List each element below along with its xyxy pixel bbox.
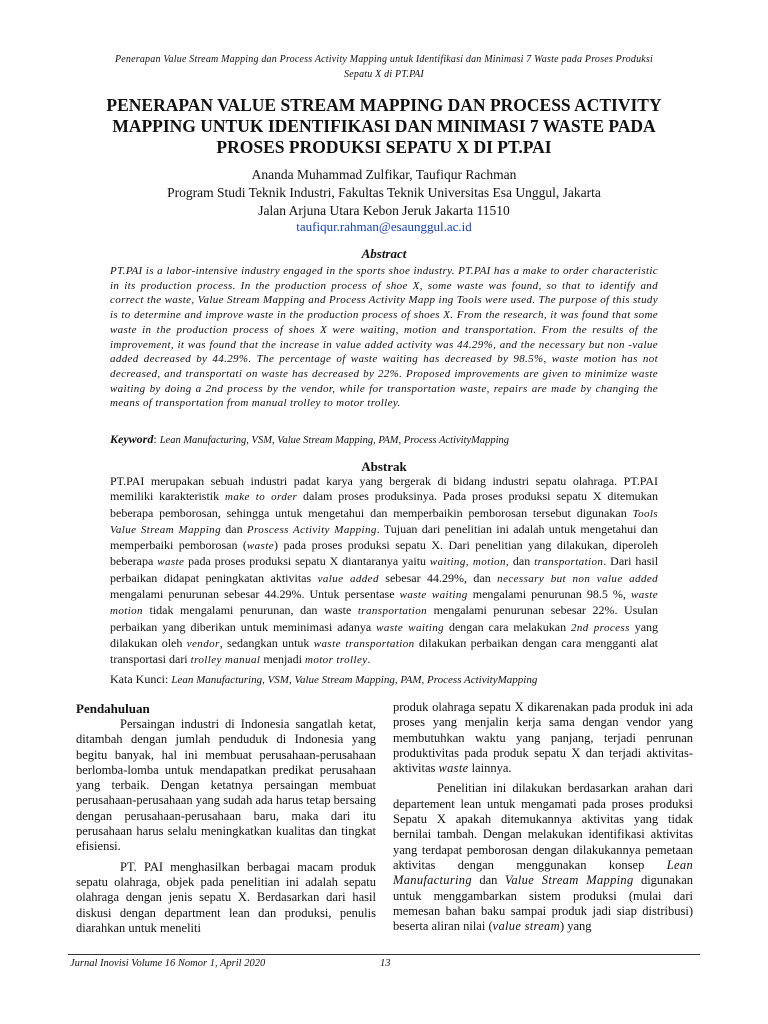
body-paragraph-4: Penelitian ini dilakukan berdasarkan arahan dari departement lean untuk mengamati pada proses produksi Sepatu X apakah ditemukannya aktivitas yang tidak bernilai tambah. Dengan melakukan identifikasi aktivitas yang terdapat pemborosan dengan dilakukannya pemetaan aktivitas dengan menggunakan konsep Lean Manufacturing dan Value Stream Mapping digunakan untuk menggambarkan sistem produksi (mulai dari memesan bahan baku sampai produk jadi siap distribusi) beserta aliran nilai (value stream) yang <box>393 781 694 934</box>
body-column-right <box>393 700 693 934</box>
authors: Ananda Muhammad Zulfikar, Taufiqur Rachman <box>251 167 517 182</box>
kata-kunci-label: Kata Kunci <box>110 672 165 686</box>
running-head <box>70 52 698 82</box>
abstrak-heading: Abstrak <box>361 459 407 474</box>
footer-divider <box>68 954 700 955</box>
abstract-heading: Abstract <box>361 246 407 261</box>
abstract-english: PT.PAI is a labor-intensive industry engaged in the sports shoe industry. PT.PAI has a make to order characteristic in its production process. In the production process of shoe X, some waste was found, so that to identify and correct the waste, Value Stream Mapping and Process Activity Mapp ing Tools were used. The purpose of this study is to determine and improve waste in the production process of shoes X. From the research, it was found that some waste in the production process of shoes X were waiting, motion and transportation. From the results of the improvement, it was found that the increase in value added activity was 44.29%, and the necessary but non -value added decreased by 44.29%. The percentage of waste waiting has decreased by 98.5%, waste motion has not decreased, and transportati on waste has decreased by 22%. Proposed improvements are given to minimize waste waiting by doing a 2nd process by the vendor, while for transportation waste, repairs are made by changing the means of transportation from manual trolley to motor trolley. <box>110 265 658 410</box>
address: Jalan Arjuna Utara Kebon Jeruk Jakarta 11510 <box>258 203 510 218</box>
keywords-value: Lean Manufacturing, VSM, Value Stream Mapping, PAM, Process ActivityMapping <box>159 435 510 446</box>
page-number: 13 <box>380 958 391 969</box>
affiliation: Program Studi Teknik Industri, Fakultas Teknik Universitas Esa Unggul, Jakarta <box>167 185 601 200</box>
section-heading-pendahuluan: Pendahuluan <box>76 701 150 716</box>
email-link[interactable]: taufiqur.rahman@esaunggul.ac.id <box>296 219 472 234</box>
abstrak-indonesian: PT.PAI merupakan sebuah industri padat karya yang bergerak di bidang industri sepatu olahraga. PT.PAI memiliki karakteristik make to order dalam proses produksinya. Pada proses produksi sepatu X ditemukan beberapa pemborosan, sehingga untuk mengetahui dan memperbaikin pemborosan tersebut digunakan Tools Value Stream Mapping dan Proscess Activity Mapping. Tujuan dari penelitian ini adalah untuk mengetahui dan memperbaiki pemborosan (waste) pada proses produksi sepatu X. Dari penelitian yang dilakukan, diperoleh beberapa waste pada proses produksi sepatu X diantaranya yaitu waiting, motion, dan transportation. Dari hasil perbaikan didapat peningkatan aktivitas value added sebesar 44.29%, dan necessary but non value added mengalami penurunan sebesar 44.29%. Untuk persentase waste waiting mengalami penurunan 98.5 %, waste motion tidak mengalami penurunan, dan waste transportation mengalami penurunan sebesar 22%. Usulan perbaikan yang diberikan untuk meminimasi adanya waste waiting dengan cara melakukan 2nd process yang dilakukan oleh vendor, sedangkan untuk waste transportation dilakukan perbaikan dengan cara mengganti alat transportasi dari trolley manual menjadi motor trolley. <box>110 474 659 667</box>
keywords-indonesian: Kata Kunci: Lean Manufacturing, VSM, Value Stream Mapping, PAM, Process ActivityMapping <box>110 672 538 686</box>
keywords-english: Keyword: Lean Manufacturing, VSM, Value Stream Mapping, PAM, Process ActivityMapping <box>110 432 510 446</box>
body-paragraph-1: Persaingan industri di Indonesia sangatlah ketat, ditambah dengan jumlah penduduk di Indonesia yang begitu banyak, hal ini membuat perusahaan-perusahaan berlomba-lomba untuk mendapatkan predikat perusahaan yang terbaik. Dengan ketatnya persaingan membuat perusahaan-perusahaan yang sudah ada harus tetap bersaing dengan perusahaan-perusahaan baru, maka dari itu perusahaan harus selalu meningkatkan kualitas dan tingkat efisiensi. <box>76 717 376 854</box>
keywords-label: Keyword <box>110 432 154 446</box>
body-paragraph-3: produk olahraga sepatu X dikarenakan pada produk ini ada proses yang menjalin kerja sama dengan vendor yang membutuhkan waktu yang panjang, terjadi penrunan produktivitas pada produk sepatu X dan terjadi aktivitas-aktivitas waste lainnya. <box>393 700 693 776</box>
footer-journal: Jurnal Inovisi Volume 16 Nomor 1, April 2020 <box>70 958 266 969</box>
kata-kunci-value: Lean Manufacturing, VSM, Value Stream Mapping, PAM, Process ActivityMapping <box>171 674 538 686</box>
paper-title <box>60 95 708 158</box>
running-head-line-1: Penerapan Value Stream Mapping dan Process Activity Mapping untuk Identifikasi dan Minimasi 7 Waste pada Proses Produksi <box>114 54 653 65</box>
title-line-1: PENERAPAN VALUE STREAM MAPPING DAN PROCESS ACTIVITY <box>106 95 662 115</box>
title-line-3: PROSES PRODUKSI SEPATU X DI PT.PAI <box>216 137 552 157</box>
body-column-left <box>76 700 376 936</box>
running-head-line-2: Sepatu X di PT.PAI <box>344 69 424 80</box>
body-paragraph-2: PT. PAI menghasilkan berbagai macam produk sepatu olahraga, objek pada penelitian ini adalah sepatu olahraga dengan jenis sepatu X. Berdasarkan dari hasil diskusi dengan department lean dan produksi, penulis diarahkan untuk meneliti <box>76 859 376 935</box>
title-line-2: MAPPING UNTUK IDENTIFIKASI DAN MINIMASI 7 WASTE PADA <box>112 116 656 136</box>
